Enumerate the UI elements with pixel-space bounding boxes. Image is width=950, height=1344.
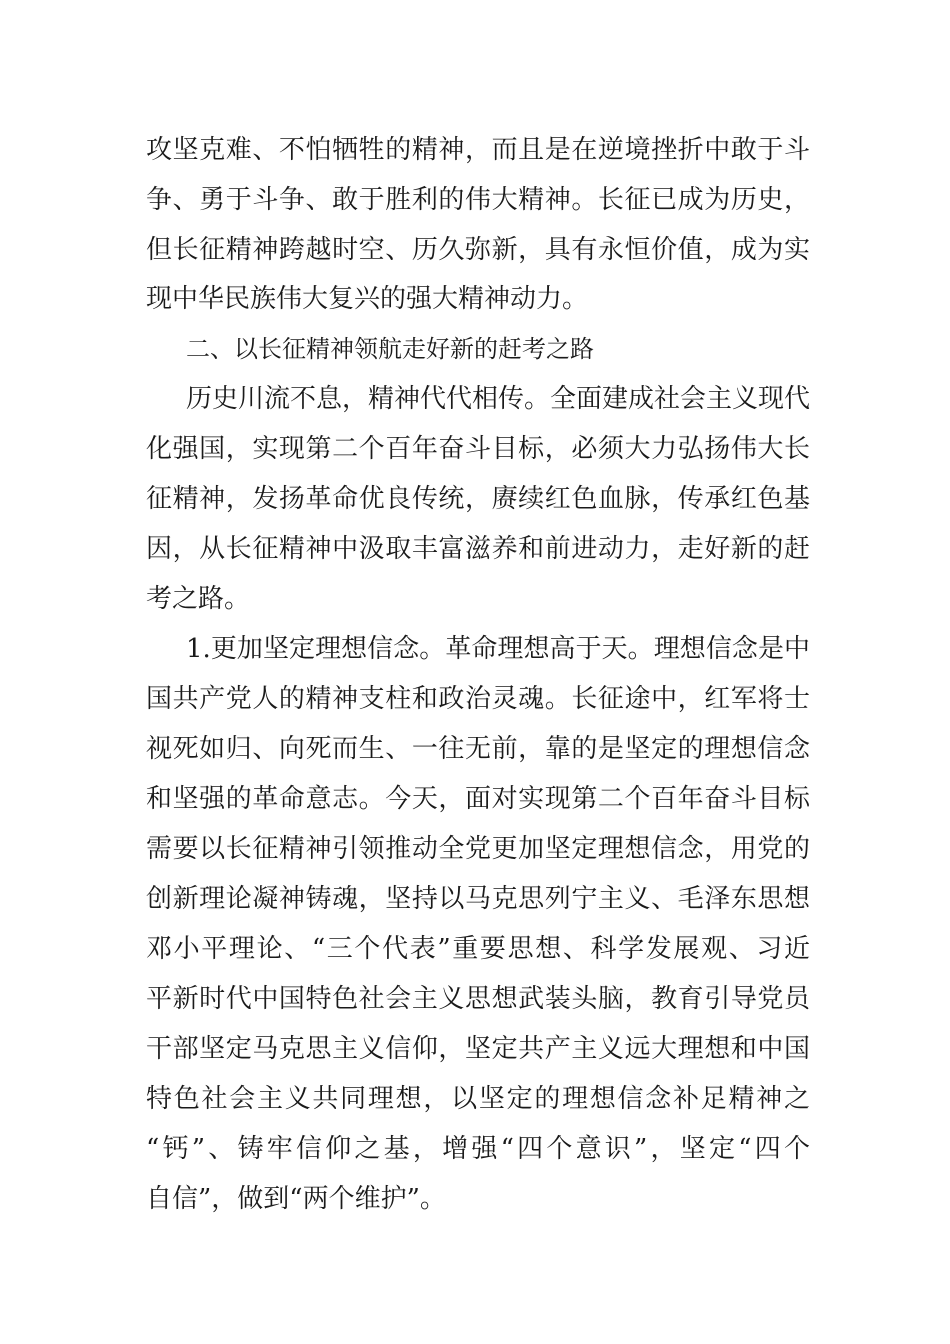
- paragraph-1-line-3: 但长征精神跨越时空、历久弥新，具有永恒价值，成为实: [146, 235, 810, 265]
- paragraph-1-line-4: 现中华民族伟大复兴的强大精神动力。: [146, 284, 589, 314]
- paragraph-1-line-1: 攻坚克难、不怕牺牲的精神，而且是在逆境挫折中敢于斗: [146, 135, 810, 165]
- paragraph-3-line-3: 视死如归、向死而生、一往无前，靠的是坚定的理想信念: [146, 734, 810, 764]
- paragraph-3-line-10: 特色社会主义共同理想，以坚定的理想信念补足精神之: [146, 1084, 810, 1114]
- paragraph-2-line-2: 化强国，实现第二个百年奋斗目标，必须大力弘扬伟大长: [146, 434, 810, 464]
- paragraph-3-line-5: 需要以长征精神引领推动全党更加坚定理想信念，用党的: [146, 834, 810, 864]
- paragraph-2-line-1: 历史川流不息，精神代代相传。全面建成社会主义现代: [186, 384, 811, 414]
- paragraph-3-line-11: “钙”、铸牢信仰之基，增强“四个意识”，坚定“四个: [146, 1134, 810, 1164]
- paragraph-3-line-7: 邓小平理论、“三个代表”重要思想、科学发展观、习近: [146, 934, 810, 964]
- paragraph-3-line-2: 国共产党人的精神支柱和政治灵魂。长征途中，红军将士: [146, 684, 810, 714]
- paragraph-3-line-4: 和坚强的革命意志。今天，面对实现第二个百年奋斗目标: [146, 784, 810, 814]
- section-heading: 二、以长征精神领航走好新的赶考之路: [186, 335, 594, 363]
- paragraph-2-line-3: 征精神，发扬革命优良传统，赓续红色血脉，传承红色基: [146, 484, 810, 514]
- paragraph-3-line-12: 自信”，做到“两个维护”。: [146, 1184, 446, 1214]
- paragraph-3-line-9: 干部坚定马克思主义信仰，坚定共产主义远大理想和中国: [146, 1034, 810, 1064]
- paragraph-3-line-6: 创新理论凝神铸魂，坚持以马克思列宁主义、毛泽东思想: [146, 884, 810, 914]
- paragraph-2-line-5: 考之路。: [146, 584, 251, 614]
- paragraph-3-line-8: 平新时代中国特色社会主义思想武装头脑，教育引导党员: [146, 984, 810, 1014]
- paragraph-1-line-2: 争、勇于斗争、敢于胜利的伟大精神。长征已成为历史，: [146, 185, 810, 215]
- paragraph-2-line-4: 因，从长征精神中汲取丰富滋养和前进动力，走好新的赶: [146, 534, 810, 564]
- paragraph-3-line-1: 1.更加坚定理想信念。革命理想高于天。理想信念是中: [186, 634, 810, 664]
